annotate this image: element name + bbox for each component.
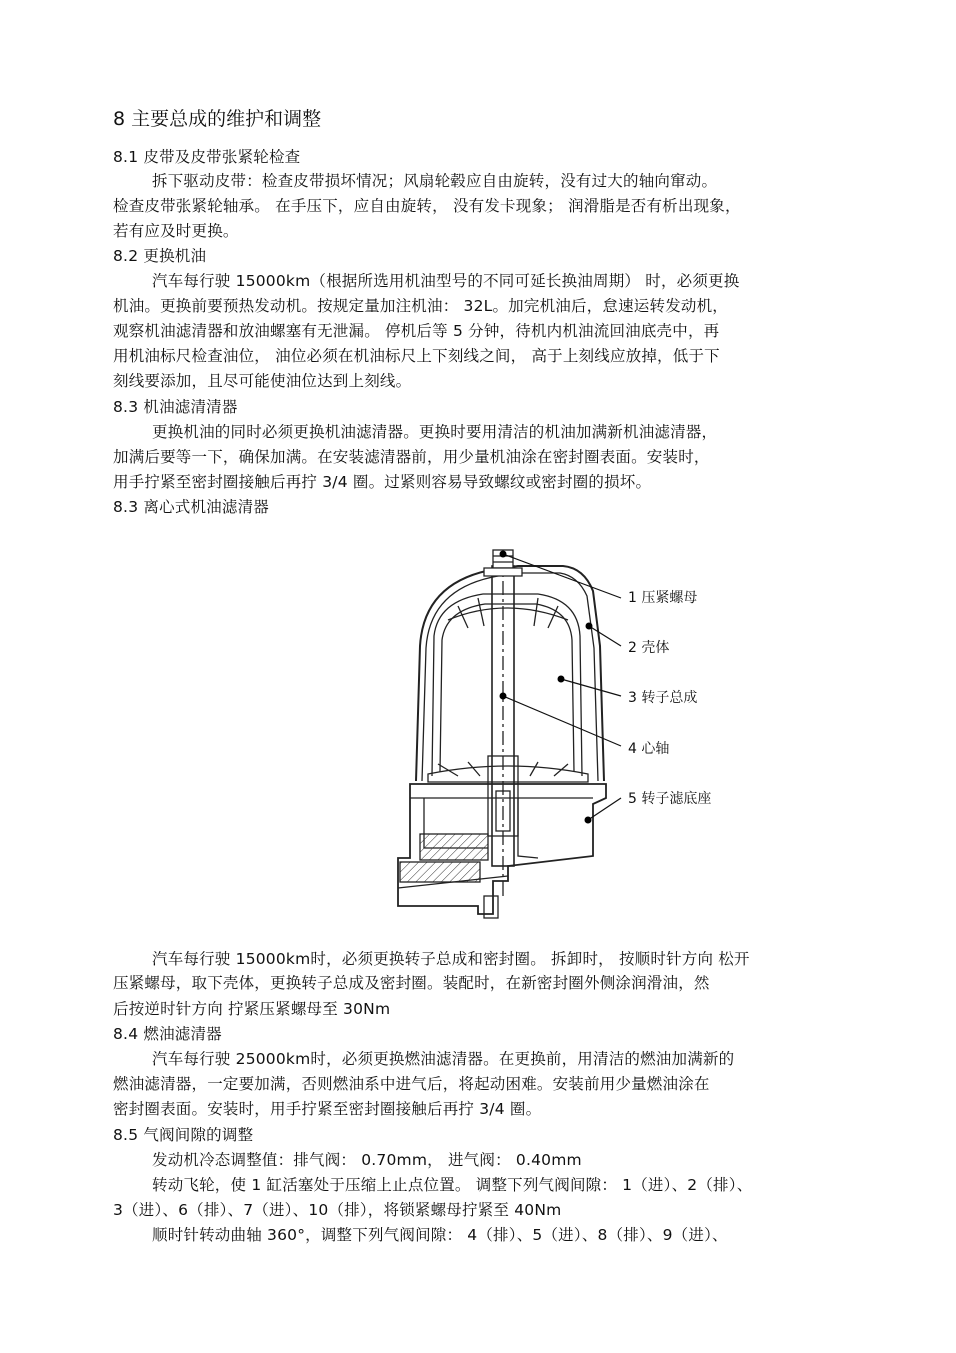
paragraph-line: 拆下驱动皮带：检查皮带损坏情况；风扇轮毂应自由旋转，没有过大的轴向窜动。 xyxy=(152,172,718,190)
section-title-8-3-oil-filter: 8.3 机油滤清清器 xyxy=(113,398,238,416)
section-title-8-2: 8.2 更换机油 xyxy=(113,247,207,265)
centrifugal-filter-diagram xyxy=(388,536,738,926)
paragraph-line: 汽车每行驶 15000km（根据所选用机油型号的不同可延长换油周期） 时，必须更换 xyxy=(152,272,740,290)
paragraph-line: 检查皮带张紧轮轴承。 在手压下，应自由旋转， 没有发卡现象； 润滑脂是否有析出现象， xyxy=(113,197,741,215)
paragraph-line: 压紧螺母，取下壳体，更换转子总成及密封圈。装配时，在新密封圈外侧涂润滑油，然 xyxy=(113,974,710,992)
paragraph-line: 转动飞轮，使 1 缸活塞处于压缩上止点位置。 调整下列气阀间隙： 1（进）、2（排）、 xyxy=(152,1176,753,1194)
paragraph-line: 后按逆时针方向 拧紧压紧螺母至 30Nm xyxy=(113,1000,391,1018)
paragraph-line: 用机油标尺检查油位， 油位必须在机油标尺上下刻线之间， 高于上刻线应放掉，低于下 xyxy=(113,347,720,365)
paragraph-line: 密封圈表面。安装时，用手拧紧至密封圈接触后再拧 3/4 圈。 xyxy=(113,1100,542,1118)
paragraph-line: 若有应及时更换。 xyxy=(113,222,239,240)
section-title-8-4: 8.4 燃油滤清器 xyxy=(113,1025,222,1043)
figure-label-3: 3 转子总成 xyxy=(628,690,698,706)
paragraph-line: 刻线要添加，且尽可能使油位达到上刻线。 xyxy=(113,372,412,390)
paragraph-line: 顺时针转动曲轴 360°，调整下列气阀间隙： 4（排）、5（进）、8（排）、9（进）、 xyxy=(152,1226,728,1244)
paragraph-line: 更换机油的同时必须更换机油滤清器。更换时要用清洁的机油加满新机油滤清器， xyxy=(152,423,718,441)
figure-label-1: 1 压紧螺母 xyxy=(628,590,698,606)
paragraph-line: 燃油滤清器，一定要加满，否则燃油系中进气后，将起动困难。安装前用少量燃油涂在 xyxy=(113,1075,710,1093)
paragraph-line: 观察机油滤清器和放油螺塞有无泄漏。 停机后等 5 分钟，待机内机油流回油底壳中，再 xyxy=(113,322,720,340)
paragraph-line: 汽车每行驶 15000km时，必须更换转子总成和密封圈。 拆卸时， 按顺时针方向 松开 xyxy=(152,950,750,968)
paragraph-line: 发动机冷态调整值：排气阀： 0.70mm， 进气阀： 0.40mm xyxy=(152,1151,582,1169)
paragraph-line: 用手拧紧至密封圈接触后再拧 3/4 圈。过紧则容易导致螺纹或密封圈的损坏。 xyxy=(113,473,652,491)
paragraph-line: 3（进）、6（排）、7（进）、10（排），将锁紧螺母拧紧至 40Nm xyxy=(113,1201,562,1219)
section-title-8-5: 8.5 气阀间隙的调整 xyxy=(113,1126,254,1144)
figure-label-5: 5 转子滤底座 xyxy=(628,791,712,807)
section-title-8-3-centrifugal: 8.3 离心式机油滤清器 xyxy=(113,498,269,516)
paragraph-line: 加满后要等一下，确保加满。在安装滤清器前，用少量机油涂在密封圈表面。安装时， xyxy=(113,448,710,466)
chapter-heading: 8 主要总成的维护和调整 xyxy=(113,108,322,130)
figure-label-2: 2 壳体 xyxy=(628,640,670,656)
paragraph-line: 机油。更换前要预热发动机。按规定量加注机油： 32L。加完机油后，怠速运转发动机， xyxy=(113,297,728,315)
section-title-8-1: 8.1 皮带及皮带张紧轮检查 xyxy=(113,148,301,166)
paragraph-line: 汽车每行驶 25000km时，必须更换燃油滤清器。在更换前，用清洁的燃油加满新的 xyxy=(152,1050,735,1068)
figure-label-4: 4 心轴 xyxy=(628,741,670,757)
